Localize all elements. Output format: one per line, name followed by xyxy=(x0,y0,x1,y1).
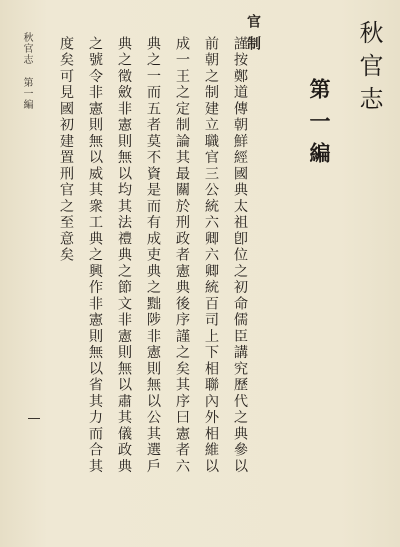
body-text-line: 謹按鄭道傳朝鮮經國典太祖卽位之初命儒臣講究歷代之典參以 xyxy=(232,36,248,475)
margin-mark xyxy=(28,418,40,419)
body-text-line: 度矣可見國初建置刑官之至意矣 xyxy=(58,36,74,264)
book-title: 秋官志 xyxy=(355,20,383,119)
body-text-line: 成一王之定制論其最關於刑政者憲典後序謹之矣其序曰憲者六 xyxy=(174,36,190,475)
body-text-line: 典之一而五者莫不資是而有成吏典之黜陟非憲則無以公其選戶 xyxy=(145,36,161,475)
section-title: 官制 xyxy=(245,14,261,58)
body-text-line: 之號令非憲則無以威其衆工典之興作非憲則無以省其力而合其 xyxy=(87,36,103,475)
running-header: 秋官志 第一編 xyxy=(21,32,32,110)
body-text-line: 前朝之制建立職官三公統六卿六卿統百司上下相聯內外相維以 xyxy=(203,36,219,475)
body-text-line: 典之徵斂非憲則無以均其法禮典之節文非憲則無以肅其儀政典 xyxy=(116,36,132,475)
chapter-title: 第一編 xyxy=(307,78,332,174)
